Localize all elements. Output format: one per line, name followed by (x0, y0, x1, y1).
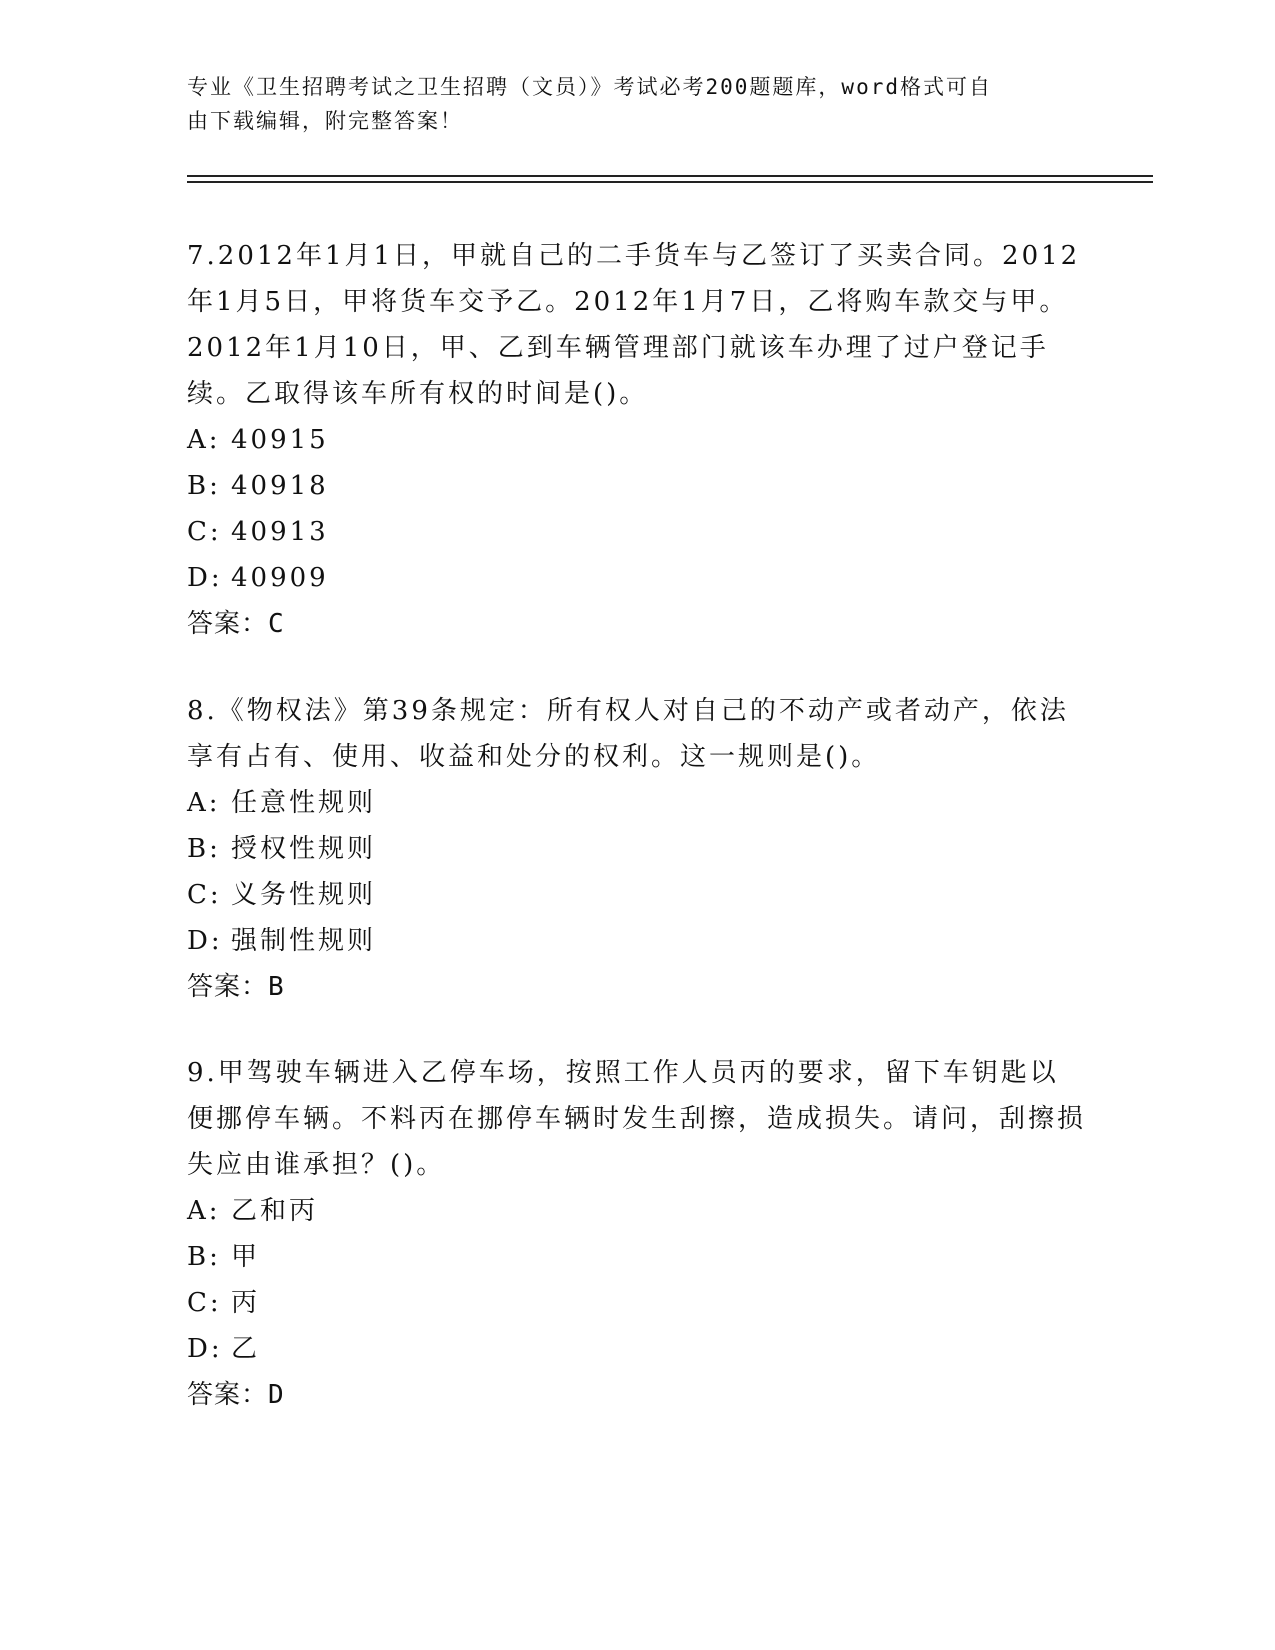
option-letter: A: (187, 1196, 221, 1226)
option-letter: A: (187, 788, 221, 818)
option-d (187, 1326, 1087, 1372)
header-line-1: 专业《卫生招聘考试之卫生招聘（文员）》考试必考200题题库，word格式可自 (187, 75, 992, 99)
answer-line: 答案：C (187, 609, 285, 639)
question-stem: 9.甲驾驶车辆进入乙停车场，按照工作人员丙的要求，留下车钥匙以便挪停车辆。不料丙在挪停车辆时发生刮擦，造成损失。请问，刮擦损失应由谁承担？()。 (187, 1058, 1087, 1180)
document-header (187, 70, 1087, 138)
header-line-2: 由下载编辑，附完整答案！ (187, 109, 463, 133)
option-letter: D: (187, 926, 223, 956)
header-divider-bottom (187, 181, 1153, 183)
option-c (187, 509, 1087, 555)
option-text: 强制性规则 (231, 926, 377, 956)
option-letter: B: (187, 471, 221, 501)
option-text: 40915 (231, 425, 329, 455)
option-text: 丙 (231, 1288, 261, 1318)
option-text: 任意性规则 (231, 788, 377, 818)
option-text: 40913 (231, 517, 329, 547)
option-letter: D: (187, 1334, 223, 1364)
question-stem: 8.《物权法》第39条规定：所有权人对自己的不动产或者动产，依法享有占有、使用、收益和处分的权利。这一规则是()。 (187, 696, 1069, 772)
question-stem: 7.2012年1月1日，甲就自己的二手货车与乙签订了买卖合同。2012年1月5日，甲将货车交予乙。2012年1月7日，乙将购车款交与甲。2012年1月10日，甲、乙到车辆管理部门就该车办理了过户登记手续。乙取得该车所有权的时间是()。 (187, 241, 1081, 409)
question-7 (187, 233, 1087, 647)
option-text: 40918 (231, 471, 329, 501)
option-text: 义务性规则 (231, 880, 377, 910)
header-divider-top (187, 175, 1153, 177)
option-letter: D: (187, 563, 223, 593)
option-c (187, 872, 1087, 918)
option-b (187, 1234, 1087, 1280)
option-letter: C: (187, 517, 222, 547)
question-9 (187, 1050, 1087, 1418)
question-8 (187, 688, 1087, 1010)
option-b (187, 463, 1087, 509)
option-text: 甲 (231, 1242, 261, 1272)
option-text: 乙 (231, 1334, 261, 1364)
option-a (187, 780, 1087, 826)
answer-line: 答案：D (187, 1380, 285, 1410)
option-letter: A: (187, 425, 221, 455)
option-letter: C: (187, 880, 222, 910)
option-b (187, 826, 1087, 872)
option-text: 乙和丙 (231, 1196, 319, 1226)
option-letter: B: (187, 834, 221, 864)
answer-line: 答案：B (187, 972, 285, 1002)
option-a (187, 417, 1087, 463)
option-d (187, 555, 1087, 601)
option-letter: C: (187, 1288, 222, 1318)
option-a (187, 1188, 1087, 1234)
option-letter: B: (187, 1242, 221, 1272)
option-text: 40909 (231, 563, 329, 593)
option-c (187, 1280, 1087, 1326)
option-d (187, 918, 1087, 964)
option-text: 授权性规则 (231, 834, 377, 864)
